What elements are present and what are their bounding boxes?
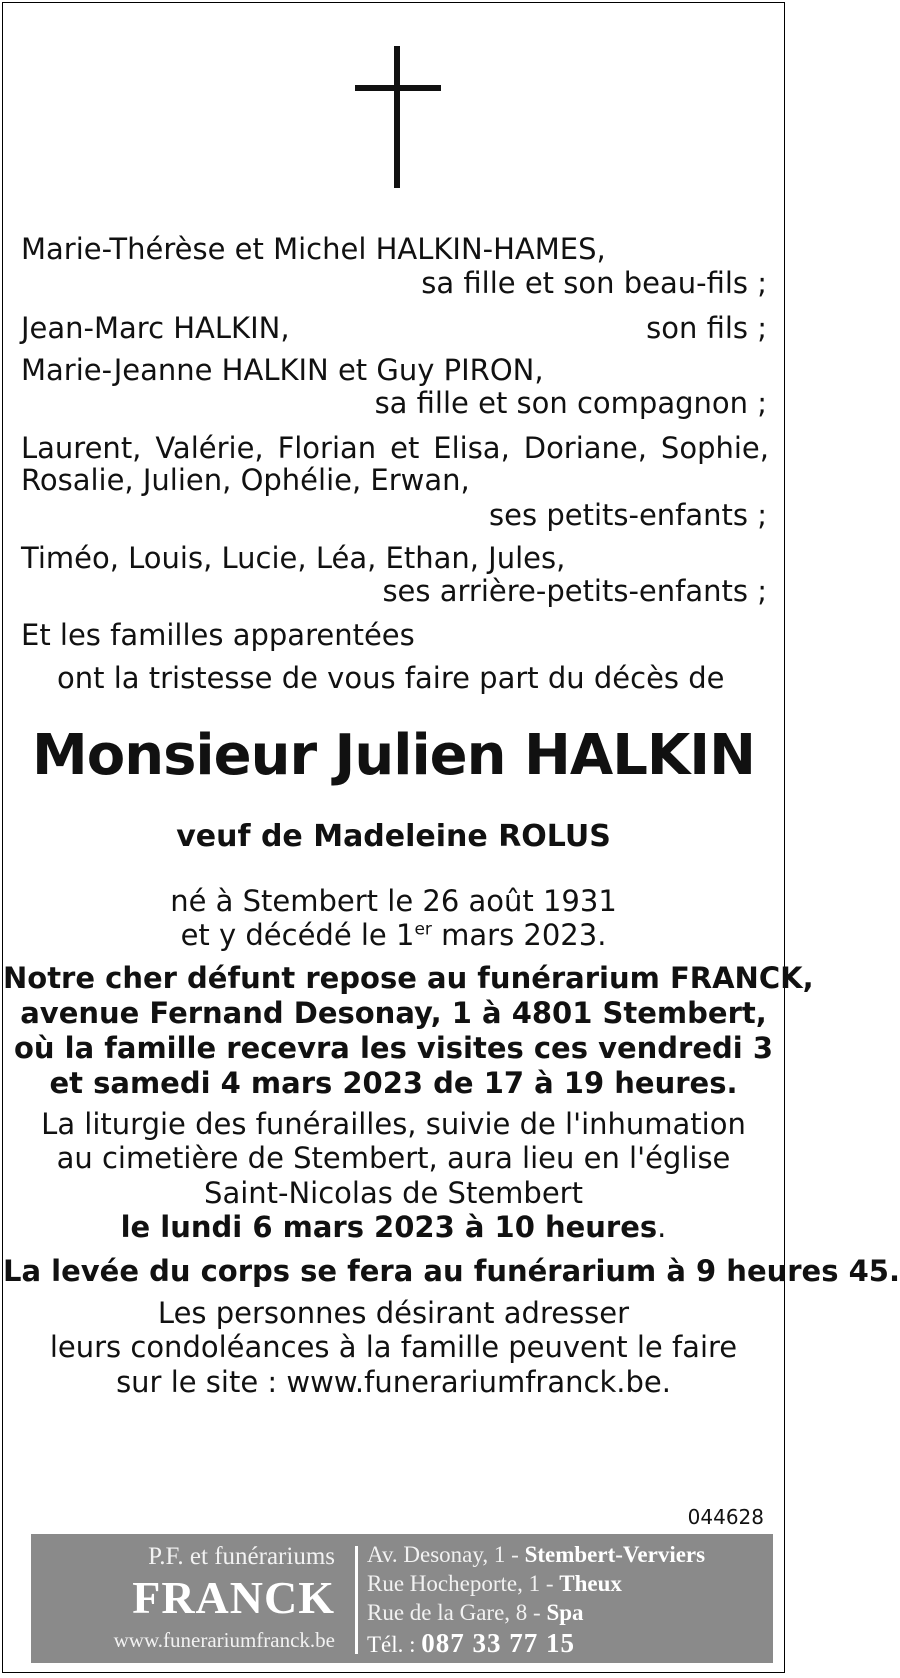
liturgy-line-1: La liturgie des funérailles, suivie de l'inhumation [41, 1107, 746, 1141]
funeral-home-logo-block [31, 1534, 351, 1663]
announcement-line: ont la tristesse de vous faire part du décès de [57, 661, 725, 695]
family-line-3: Marie-Jeanne HALKIN et Guy PIRON, [21, 353, 544, 387]
family-relation-4: ses petits-enfants ; [489, 498, 767, 532]
condolences-line-2: leurs condoléances à la famille peuvent le faire [49, 1330, 738, 1364]
condolences-line-3: sur le site : www.funerariumfranck.be. [116, 1365, 671, 1399]
footer-divider [355, 1546, 358, 1654]
visit-line-2: avenue Fernand Desonay, 1 à 4801 Stembert, [20, 996, 767, 1030]
funeral-home-brand: FRANCK [132, 1572, 335, 1623]
grandchildren-line-1: Laurent, Valérie, Florian et Elisa, Doriane, Sophie, [21, 431, 769, 465]
visit-line-1: Notre cher défunt repose au funérarium FRANCK, [3, 961, 814, 995]
visit-line-3: où la famille recevra les visites ces vendredi 3 [14, 1031, 773, 1065]
family-relation-1: sa fille et son beau-fils ; [421, 266, 767, 300]
cross-icon [355, 46, 441, 188]
address-line-2: Rue Hocheporte, 1 - Theux [367, 1571, 622, 1596]
related-families: Et les familles apparentées [21, 618, 415, 652]
family-relation-2: son fils ; [646, 311, 767, 345]
family-relation-5: ses arrière-petits-enfants ; [382, 574, 767, 608]
deceased-name: Monsieur Julien HALKIN [32, 723, 755, 788]
levee-line: La levée du corps se fera au funérarium à 9 heures 45. [3, 1254, 900, 1288]
reference-number: 044628 [687, 1505, 764, 1529]
liturgy-line-2: au cimetière de Stembert, aura lieu en l'église [56, 1141, 731, 1175]
address-line-3: Rue de la Gare, 8 - Spa [367, 1600, 584, 1625]
telephone-line: Tél. : 087 33 77 15 [367, 1628, 576, 1658]
family-line-1: Marie-Thérèse et Michel HALKIN-HAMES, [21, 232, 606, 266]
liturgy-date: le lundi 6 mars 2023 à 10 heures. [120, 1210, 667, 1244]
funeral-home-website: www.funerariumfranck.be [113, 1628, 335, 1652]
death-line: et y décédé le 1er mars 2023. [180, 918, 607, 952]
grandchildren-line-2: Rosalie, Julien, Ophélie, Erwan, [21, 463, 470, 497]
birth-line: né à Stembert le 26 août 1931 [170, 884, 617, 918]
liturgy-line-3: Saint-Nicolas de Stembert [204, 1176, 583, 1210]
family-relation-3: sa fille et son compagnon ; [374, 386, 767, 420]
family-line-2: Jean-Marc HALKIN, [21, 311, 290, 345]
funeral-home-tagline: P.F. et funérariums [148, 1543, 335, 1570]
condolences-line-1: Les personnes désirant adresser [157, 1296, 630, 1330]
widower-line: veuf de Madeleine ROLUS [176, 819, 611, 854]
address-line-1: Av. Desonay, 1 - Stembert-Verviers [367, 1542, 706, 1567]
great-grandchildren-line: Timéo, Louis, Lucie, Léa, Ethan, Jules, [21, 541, 566, 575]
funeral-home-banner [31, 1534, 773, 1663]
funeral-home-addresses [367, 1540, 767, 1661]
obituary-notice [2, 2, 900, 1673]
visit-line-4: et samedi 4 mars 2023 de 17 à 19 heures. [49, 1066, 738, 1100]
